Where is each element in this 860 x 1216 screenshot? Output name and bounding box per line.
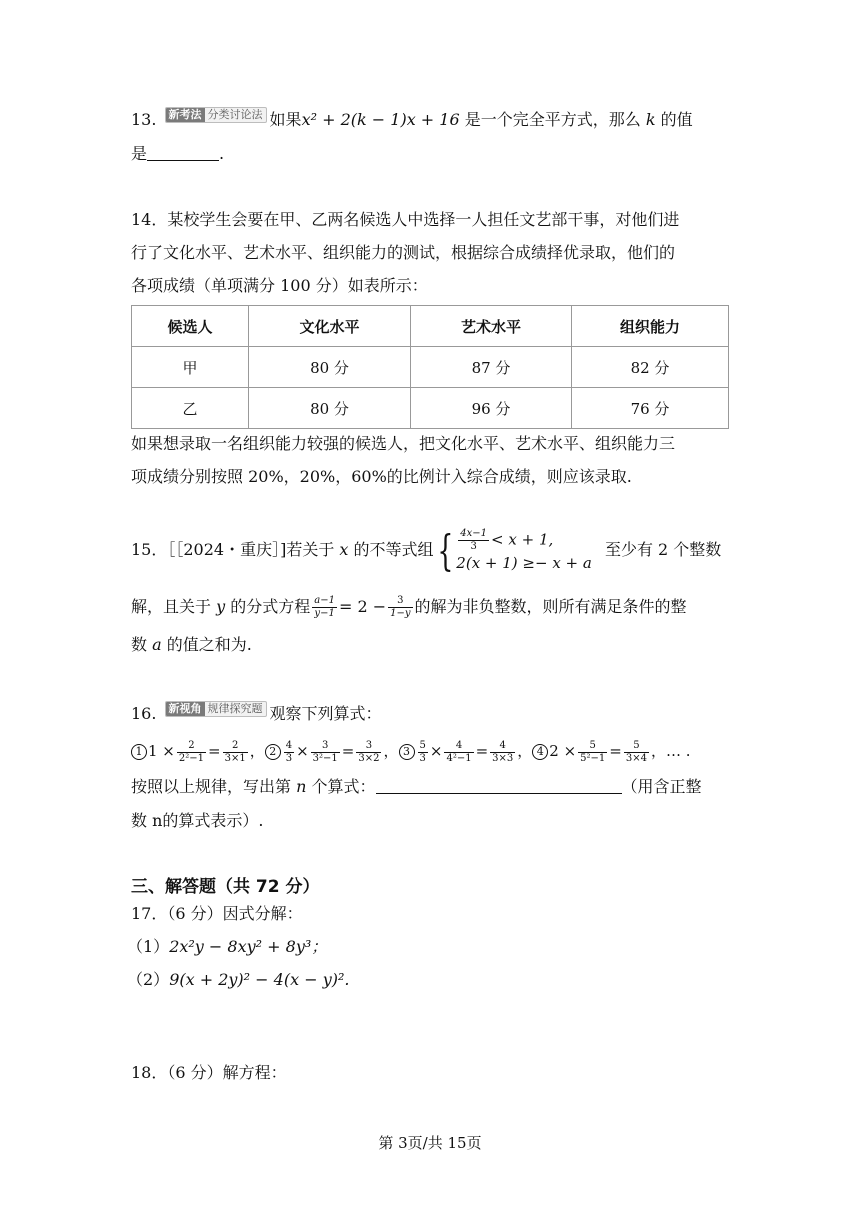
q16-line4: 数 n的算式表示）. [131, 811, 264, 830]
q14-line4: 如果想录取一名组织能力较强的候选人，把文化水平、艺术水平、组织能力三 [131, 434, 676, 453]
q17-part2: （2）9(x + 2y)² − 4(x − y)². [127, 970, 350, 989]
left-brace: { [436, 525, 453, 575]
table-header-row [132, 306, 729, 347]
series-item-1: 1 1 × $\frac{2}{\text{2²−1}}$ = $\frac{2}{3\times 1}$ [131, 742, 250, 760]
q17-part1: （1）2x²y − 8xy² + 8y³； [127, 937, 328, 956]
table-cell: 甲 [132, 347, 249, 388]
section-heading: 三、解答题（共 72 分） [131, 877, 320, 897]
q14-line2: 行了文化水平、艺术水平、组织能力的测试，根据综合成绩择优录取，他们的 [131, 243, 676, 262]
q15-number: 15．［［2024・重庆］]若关于 [131, 540, 335, 559]
table-row [132, 347, 729, 388]
q13-expression: x² + 2(k − 1)x + 16 [301, 110, 460, 129]
table-header: 文化水平 [249, 306, 411, 347]
q17-head: 17．（6 分）因式分解： [131, 904, 303, 923]
q14-line1: 14．某校学生会要在甲、乙两名候选人中选择一人担任文艺部干事，对他们进 [131, 210, 680, 229]
fraction: $\frac{a-1}{y-1}$ [314, 595, 335, 619]
q18-head: 18．（6 分）解方程： [131, 1063, 287, 1082]
table-header: 艺术水平 [411, 306, 572, 347]
q16-number: 16. [131, 704, 157, 723]
table-cell: 76 分 [572, 388, 729, 429]
q16-answer-blank [376, 778, 622, 794]
table-cell: 96 分 [411, 388, 572, 429]
q13-line1: 13. 新考法 分类讨论法 如果x² + 2(k − 1)x + 16 是一个完全平方式，那么 k 的值 [131, 108, 693, 129]
q14-line5: 项成绩分别按照 20%，20%，60%的比例计入综合成绩，则应该录取. [131, 467, 632, 486]
inequality-system: $\frac{4x-1}{3}$ < x + 1, 2(x + 1) ≥− x + a [456, 528, 592, 572]
q16-line3: 按照以上规律，写出第 n 个算式： （用含正整 [131, 777, 702, 796]
table-cell: 87 分 [411, 347, 572, 388]
q14-line3: 各项成绩（单项满分 100 分）如表所示： [131, 276, 428, 295]
q13-tag-badge: 新考法 分类讨论法 [165, 107, 267, 123]
q13-answer-blank [147, 145, 219, 161]
table-header: 候选人 [132, 306, 249, 347]
fraction: $\frac{3}{1-y}$ [390, 595, 411, 619]
q15-line3: 数 a 的值之和为. [131, 635, 252, 654]
q16-tag-badge: 新视角 规律探究题 [165, 701, 267, 717]
table-cell: 乙 [132, 388, 249, 429]
q15-line1: 15．［［2024・重庆］]若关于 x 的不等式组{ $\frac{4x-1}{3}$ < x + 1, 2(x + 1) ≥− x + a 至少有 2 个整数 [131, 525, 722, 575]
q16-series: 1 1 × $\frac{2}{\text{2²−1}}$ = $\frac{2}{3\times 1}$ ， 2 $\frac{4}{3}$ × $\frac{3}{\text{3²−1}}$ = $\frac{3}{3\times 2}$ ， 3 $\frac{5}{3}$ × $\frac{4}{\text{4²−1}}$ = $\frac{4}{3\times 3}$ ， 4 2 × $\frac{5}{\text{5²−1}}$ = $\frac{5}{3\times 4}$ ，… . [131, 737, 691, 765]
score-table [131, 305, 729, 429]
q16-line1: 16. 新视角 规律探究题 观察下列算式： [131, 702, 382, 723]
series-item-3: 3 $\frac{5}{3}$ × $\frac{4}{\text{4²−1}}$ = $\frac{4}{3\times 3}$ [399, 742, 518, 760]
table-row [132, 388, 729, 429]
table-header: 组织能力 [572, 306, 729, 347]
table-cell: 82 分 [572, 347, 729, 388]
table-cell: 80 分 [249, 347, 411, 388]
q15-line2: 解，且关于 y 的分式方程 $\frac{a-1}{y-1}$ = 2 − $\frac{3}{1-y}$ 的解为非负整数，则所有满足条件的整 [131, 595, 687, 619]
series-item-2: 2 $\frac{4}{3}$ × $\frac{3}{\text{3²−1}}$ = $\frac{3}{3\times 2}$ [265, 742, 384, 760]
q13-number: 13. [131, 110, 157, 129]
page-footer: 第 3页/共 15页 [378, 1134, 482, 1152]
series-item-4: 4 2 × $\frac{5}{\text{5²−1}}$ = $\frac{5}{3\times 4}$ [532, 742, 651, 760]
table-cell: 80 分 [249, 388, 411, 429]
q13-line2: 是 . [131, 144, 225, 163]
